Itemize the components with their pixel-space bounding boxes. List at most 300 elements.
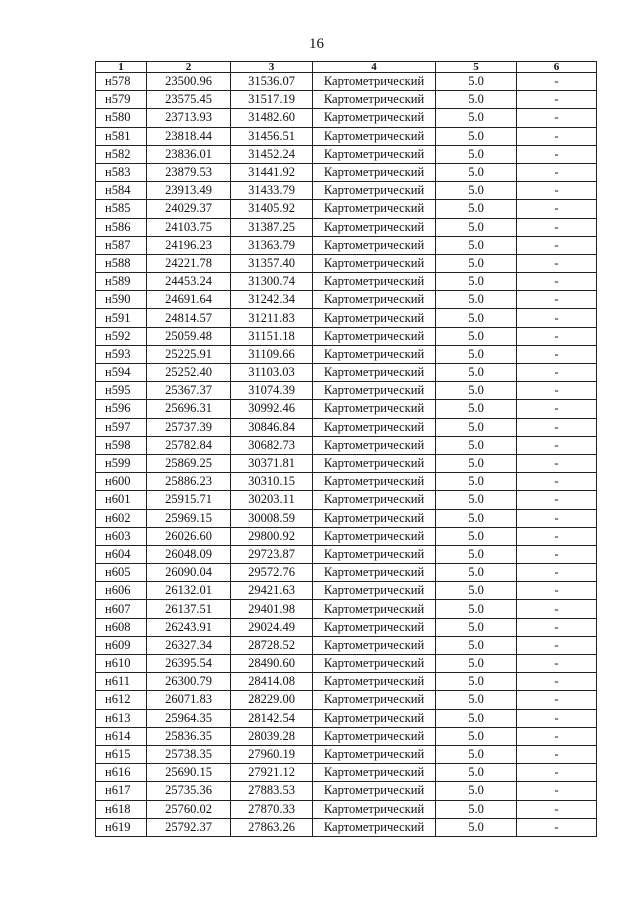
header-row: [96, 62, 597, 73]
y-coordinate-cell: 31300.74: [231, 273, 313, 291]
point-id-cell: н591: [96, 309, 147, 327]
point-id-cell: н586: [96, 218, 147, 236]
table-row: [96, 345, 597, 363]
table-row: [96, 727, 597, 745]
note-cell: -: [517, 236, 597, 254]
accuracy-cell: 5.0: [436, 745, 517, 763]
note-cell: -: [517, 582, 597, 600]
y-coordinate-cell: 31387.25: [231, 218, 313, 236]
y-coordinate-cell: 29024.49: [231, 618, 313, 636]
table-row: [96, 691, 597, 709]
table-row: [96, 509, 597, 527]
point-id-cell: н579: [96, 91, 147, 109]
x-coordinate-cell: 25738.35: [147, 745, 231, 763]
method-cell: Картометрический: [313, 655, 436, 673]
y-coordinate-cell: 31109.66: [231, 345, 313, 363]
method-cell: Картометрический: [313, 709, 436, 727]
x-coordinate-cell: 26090.04: [147, 564, 231, 582]
method-cell: Картометрический: [313, 491, 436, 509]
y-coordinate-cell: 31452.24: [231, 145, 313, 163]
note-cell: -: [517, 473, 597, 491]
point-id-cell: н597: [96, 418, 147, 436]
x-coordinate-cell: 24453.24: [147, 273, 231, 291]
y-coordinate-cell: 27921.12: [231, 764, 313, 782]
table-row: [96, 709, 597, 727]
note-cell: -: [517, 564, 597, 582]
point-id-cell: н580: [96, 109, 147, 127]
x-coordinate-cell: 25869.25: [147, 454, 231, 472]
accuracy-cell: 5.0: [436, 200, 517, 218]
point-id-cell: н578: [96, 73, 147, 91]
accuracy-cell: 5.0: [436, 764, 517, 782]
method-cell: Картометрический: [313, 545, 436, 563]
method-cell: Картометрический: [313, 91, 436, 109]
x-coordinate-cell: 25969.15: [147, 509, 231, 527]
x-coordinate-cell: 23913.49: [147, 182, 231, 200]
accuracy-cell: 5.0: [436, 400, 517, 418]
note-cell: -: [517, 800, 597, 818]
header-col-2: 2: [147, 62, 231, 73]
x-coordinate-cell: 25696.31: [147, 400, 231, 418]
y-coordinate-cell: 30203.11: [231, 491, 313, 509]
x-coordinate-cell: 26300.79: [147, 673, 231, 691]
accuracy-cell: 5.0: [436, 109, 517, 127]
table-row: [96, 218, 597, 236]
method-cell: Картометрический: [313, 73, 436, 91]
table-row: [96, 800, 597, 818]
method-cell: Картометрический: [313, 527, 436, 545]
table-row: [96, 109, 597, 127]
x-coordinate-cell: 23575.45: [147, 91, 231, 109]
y-coordinate-cell: 31536.07: [231, 73, 313, 91]
method-cell: Картометрический: [313, 800, 436, 818]
accuracy-cell: 5.0: [436, 382, 517, 400]
accuracy-cell: 5.0: [436, 182, 517, 200]
x-coordinate-cell: 26327.34: [147, 636, 231, 654]
note-cell: -: [517, 545, 597, 563]
table-row: [96, 327, 597, 345]
note-cell: -: [517, 491, 597, 509]
note-cell: -: [517, 636, 597, 654]
y-coordinate-cell: 30682.73: [231, 436, 313, 454]
accuracy-cell: 5.0: [436, 545, 517, 563]
x-coordinate-cell: 25225.91: [147, 345, 231, 363]
note-cell: -: [517, 600, 597, 618]
header-col-5: 5: [436, 62, 517, 73]
x-coordinate-cell: 25782.84: [147, 436, 231, 454]
x-coordinate-cell: 26071.83: [147, 691, 231, 709]
x-coordinate-cell: 26026.60: [147, 527, 231, 545]
x-coordinate-cell: 24691.64: [147, 291, 231, 309]
point-id-cell: н593: [96, 345, 147, 363]
note-cell: -: [517, 509, 597, 527]
note-cell: -: [517, 127, 597, 145]
point-id-cell: н595: [96, 382, 147, 400]
y-coordinate-cell: 31482.60: [231, 109, 313, 127]
y-coordinate-cell: 29800.92: [231, 527, 313, 545]
y-coordinate-cell: 31103.03: [231, 364, 313, 382]
table-header: [96, 62, 597, 73]
method-cell: Картометрический: [313, 309, 436, 327]
table-row: [96, 73, 597, 91]
method-cell: Картометрический: [313, 564, 436, 582]
method-cell: Картометрический: [313, 509, 436, 527]
method-cell: Картометрический: [313, 454, 436, 472]
x-coordinate-cell: 26132.01: [147, 582, 231, 600]
note-cell: -: [517, 655, 597, 673]
y-coordinate-cell: 31242.34: [231, 291, 313, 309]
x-coordinate-cell: 24103.75: [147, 218, 231, 236]
table-row: [96, 400, 597, 418]
point-id-cell: н617: [96, 782, 147, 800]
table-row: [96, 200, 597, 218]
table-row: [96, 91, 597, 109]
accuracy-cell: 5.0: [436, 418, 517, 436]
y-coordinate-cell: 28728.52: [231, 636, 313, 654]
y-coordinate-cell: 29723.87: [231, 545, 313, 563]
note-cell: -: [517, 291, 597, 309]
point-id-cell: н605: [96, 564, 147, 582]
note-cell: -: [517, 782, 597, 800]
note-cell: -: [517, 709, 597, 727]
y-coordinate-cell: 28490.60: [231, 655, 313, 673]
accuracy-cell: 5.0: [436, 73, 517, 91]
table-row: [96, 782, 597, 800]
y-coordinate-cell: 30310.15: [231, 473, 313, 491]
x-coordinate-cell: 25737.39: [147, 418, 231, 436]
point-id-cell: н612: [96, 691, 147, 709]
point-id-cell: н619: [96, 818, 147, 836]
note-cell: -: [517, 818, 597, 836]
note-cell: -: [517, 73, 597, 91]
table-row: [96, 636, 597, 654]
x-coordinate-cell: 23836.01: [147, 145, 231, 163]
method-cell: Картометрический: [313, 382, 436, 400]
x-coordinate-cell: 23713.93: [147, 109, 231, 127]
method-cell: Картометрический: [313, 673, 436, 691]
table-row: [96, 309, 597, 327]
x-coordinate-cell: 25964.35: [147, 709, 231, 727]
table-row: [96, 564, 597, 582]
table-row: [96, 382, 597, 400]
point-id-cell: н587: [96, 236, 147, 254]
method-cell: Картометрический: [313, 782, 436, 800]
point-id-cell: н589: [96, 273, 147, 291]
note-cell: -: [517, 345, 597, 363]
x-coordinate-cell: 25735.36: [147, 782, 231, 800]
y-coordinate-cell: 29572.76: [231, 564, 313, 582]
header-col-1: 1: [96, 62, 147, 73]
table-row: [96, 254, 597, 272]
note-cell: -: [517, 673, 597, 691]
table-body: [96, 73, 597, 837]
method-cell: Картометрический: [313, 291, 436, 309]
y-coordinate-cell: 31363.79: [231, 236, 313, 254]
accuracy-cell: 5.0: [436, 509, 517, 527]
point-id-cell: н584: [96, 182, 147, 200]
header-col-4: 4: [313, 62, 436, 73]
method-cell: Картометрический: [313, 109, 436, 127]
table-row: [96, 145, 597, 163]
y-coordinate-cell: 28142.54: [231, 709, 313, 727]
point-id-cell: н613: [96, 709, 147, 727]
method-cell: Картометрический: [313, 727, 436, 745]
point-id-cell: н618: [96, 800, 147, 818]
y-coordinate-cell: 27960.19: [231, 745, 313, 763]
accuracy-cell: 5.0: [436, 309, 517, 327]
note-cell: -: [517, 400, 597, 418]
note-cell: -: [517, 364, 597, 382]
point-id-cell: н615: [96, 745, 147, 763]
note-cell: -: [517, 454, 597, 472]
x-coordinate-cell: 25836.35: [147, 727, 231, 745]
point-id-cell: н601: [96, 491, 147, 509]
note-cell: -: [517, 309, 597, 327]
accuracy-cell: 5.0: [436, 127, 517, 145]
method-cell: Картометрический: [313, 345, 436, 363]
table-row: [96, 545, 597, 563]
point-id-cell: н614: [96, 727, 147, 745]
x-coordinate-cell: 26048.09: [147, 545, 231, 563]
x-coordinate-cell: 23818.44: [147, 127, 231, 145]
point-id-cell: н585: [96, 200, 147, 218]
point-id-cell: н592: [96, 327, 147, 345]
accuracy-cell: 5.0: [436, 673, 517, 691]
method-cell: Картометрический: [313, 818, 436, 836]
note-cell: -: [517, 182, 597, 200]
accuracy-cell: 5.0: [436, 454, 517, 472]
x-coordinate-cell: 24029.37: [147, 200, 231, 218]
method-cell: Картометрический: [313, 473, 436, 491]
table-row: [96, 582, 597, 600]
note-cell: -: [517, 200, 597, 218]
y-coordinate-cell: 30008.59: [231, 509, 313, 527]
y-coordinate-cell: 31433.79: [231, 182, 313, 200]
accuracy-cell: 5.0: [436, 163, 517, 181]
accuracy-cell: 5.0: [436, 273, 517, 291]
point-id-cell: н598: [96, 436, 147, 454]
table-row: [96, 764, 597, 782]
accuracy-cell: 5.0: [436, 818, 517, 836]
method-cell: Картометрический: [313, 200, 436, 218]
note-cell: -: [517, 91, 597, 109]
method-cell: Картометрический: [313, 163, 436, 181]
table-row: [96, 618, 597, 636]
table-row: [96, 291, 597, 309]
method-cell: Картометрический: [313, 327, 436, 345]
y-coordinate-cell: 27863.26: [231, 818, 313, 836]
header-col-3: 3: [231, 62, 313, 73]
table-row: [96, 182, 597, 200]
table-row: [96, 127, 597, 145]
point-id-cell: н588: [96, 254, 147, 272]
x-coordinate-cell: 26137.51: [147, 600, 231, 618]
note-cell: -: [517, 727, 597, 745]
note-cell: -: [517, 273, 597, 291]
method-cell: Картометрический: [313, 691, 436, 709]
point-id-cell: н603: [96, 527, 147, 545]
accuracy-cell: 5.0: [436, 364, 517, 382]
y-coordinate-cell: 28229.00: [231, 691, 313, 709]
method-cell: Картометрический: [313, 127, 436, 145]
note-cell: -: [517, 109, 597, 127]
point-id-cell: н590: [96, 291, 147, 309]
y-coordinate-cell: 31211.83: [231, 309, 313, 327]
x-coordinate-cell: 26395.54: [147, 655, 231, 673]
accuracy-cell: 5.0: [436, 655, 517, 673]
method-cell: Картометрический: [313, 182, 436, 200]
note-cell: -: [517, 436, 597, 454]
note-cell: -: [517, 163, 597, 181]
table-row: [96, 600, 597, 618]
accuracy-cell: 5.0: [436, 345, 517, 363]
x-coordinate-cell: 25252.40: [147, 364, 231, 382]
point-id-cell: н596: [96, 400, 147, 418]
accuracy-cell: 5.0: [436, 91, 517, 109]
table-row: [96, 745, 597, 763]
coordinates-table: [95, 61, 597, 837]
point-id-cell: н607: [96, 600, 147, 618]
y-coordinate-cell: 27870.33: [231, 800, 313, 818]
accuracy-cell: 5.0: [436, 218, 517, 236]
point-id-cell: н606: [96, 582, 147, 600]
accuracy-cell: 5.0: [436, 527, 517, 545]
method-cell: Картометрический: [313, 145, 436, 163]
table-row: [96, 236, 597, 254]
note-cell: -: [517, 618, 597, 636]
x-coordinate-cell: 25367.37: [147, 382, 231, 400]
method-cell: Картометрический: [313, 273, 436, 291]
point-id-cell: н602: [96, 509, 147, 527]
y-coordinate-cell: 31151.18: [231, 327, 313, 345]
point-id-cell: н581: [96, 127, 147, 145]
point-id-cell: н611: [96, 673, 147, 691]
header-col-6: 6: [517, 62, 597, 73]
x-coordinate-cell: 25760.02: [147, 800, 231, 818]
table-row: [96, 655, 597, 673]
x-coordinate-cell: 25059.48: [147, 327, 231, 345]
point-id-cell: н604: [96, 545, 147, 563]
x-coordinate-cell: 24196.23: [147, 236, 231, 254]
y-coordinate-cell: 29401.98: [231, 600, 313, 618]
point-id-cell: н599: [96, 454, 147, 472]
note-cell: -: [517, 218, 597, 236]
y-coordinate-cell: 31456.51: [231, 127, 313, 145]
x-coordinate-cell: 25886.23: [147, 473, 231, 491]
accuracy-cell: 5.0: [436, 291, 517, 309]
point-id-cell: н609: [96, 636, 147, 654]
method-cell: Картометрический: [313, 600, 436, 618]
method-cell: Картометрический: [313, 418, 436, 436]
method-cell: Картометрический: [313, 764, 436, 782]
table-row: [96, 273, 597, 291]
method-cell: Картометрический: [313, 236, 436, 254]
y-coordinate-cell: 28414.08: [231, 673, 313, 691]
accuracy-cell: 5.0: [436, 800, 517, 818]
accuracy-cell: 5.0: [436, 618, 517, 636]
y-coordinate-cell: 28039.28: [231, 727, 313, 745]
note-cell: -: [517, 745, 597, 763]
method-cell: Картометрический: [313, 745, 436, 763]
y-coordinate-cell: 31441.92: [231, 163, 313, 181]
accuracy-cell: 5.0: [436, 436, 517, 454]
table-row: [96, 364, 597, 382]
point-id-cell: н608: [96, 618, 147, 636]
page-number: 16: [309, 36, 324, 52]
point-id-cell: н594: [96, 364, 147, 382]
table-row: [96, 454, 597, 472]
note-cell: -: [517, 418, 597, 436]
accuracy-cell: 5.0: [436, 473, 517, 491]
y-coordinate-cell: 30846.84: [231, 418, 313, 436]
accuracy-cell: 5.0: [436, 782, 517, 800]
x-coordinate-cell: 25792.37: [147, 818, 231, 836]
method-cell: Картометрический: [313, 364, 436, 382]
x-coordinate-cell: 24814.57: [147, 309, 231, 327]
x-coordinate-cell: 23500.96: [147, 73, 231, 91]
method-cell: Картометрический: [313, 436, 436, 454]
x-coordinate-cell: 25690.15: [147, 764, 231, 782]
accuracy-cell: 5.0: [436, 636, 517, 654]
y-coordinate-cell: 31357.40: [231, 254, 313, 272]
accuracy-cell: 5.0: [436, 491, 517, 509]
x-coordinate-cell: 23879.53: [147, 163, 231, 181]
note-cell: -: [517, 382, 597, 400]
method-cell: Картометрический: [313, 636, 436, 654]
y-coordinate-cell: 29421.63: [231, 582, 313, 600]
y-coordinate-cell: 31517.19: [231, 91, 313, 109]
x-coordinate-cell: 26243.91: [147, 618, 231, 636]
table-row: [96, 418, 597, 436]
accuracy-cell: 5.0: [436, 691, 517, 709]
y-coordinate-cell: 31405.92: [231, 200, 313, 218]
note-cell: -: [517, 327, 597, 345]
accuracy-cell: 5.0: [436, 727, 517, 745]
y-coordinate-cell: 30992.46: [231, 400, 313, 418]
table-row: [96, 436, 597, 454]
accuracy-cell: 5.0: [436, 145, 517, 163]
note-cell: -: [517, 145, 597, 163]
y-coordinate-cell: 31074.39: [231, 382, 313, 400]
accuracy-cell: 5.0: [436, 582, 517, 600]
accuracy-cell: 5.0: [436, 327, 517, 345]
point-id-cell: н582: [96, 145, 147, 163]
method-cell: Картометрический: [313, 618, 436, 636]
note-cell: -: [517, 254, 597, 272]
method-cell: Картометрический: [313, 400, 436, 418]
table-row: [96, 163, 597, 181]
x-coordinate-cell: 24221.78: [147, 254, 231, 272]
table-row: [96, 491, 597, 509]
point-id-cell: н616: [96, 764, 147, 782]
note-cell: -: [517, 691, 597, 709]
table-row: [96, 673, 597, 691]
accuracy-cell: 5.0: [436, 254, 517, 272]
accuracy-cell: 5.0: [436, 600, 517, 618]
accuracy-cell: 5.0: [436, 564, 517, 582]
note-cell: -: [517, 764, 597, 782]
method-cell: Картометрический: [313, 218, 436, 236]
y-coordinate-cell: 30371.81: [231, 454, 313, 472]
method-cell: Картометрический: [313, 254, 436, 272]
point-id-cell: н600: [96, 473, 147, 491]
accuracy-cell: 5.0: [436, 236, 517, 254]
table-row: [96, 818, 597, 836]
table-row: [96, 473, 597, 491]
point-id-cell: н583: [96, 163, 147, 181]
accuracy-cell: 5.0: [436, 709, 517, 727]
x-coordinate-cell: 25915.71: [147, 491, 231, 509]
